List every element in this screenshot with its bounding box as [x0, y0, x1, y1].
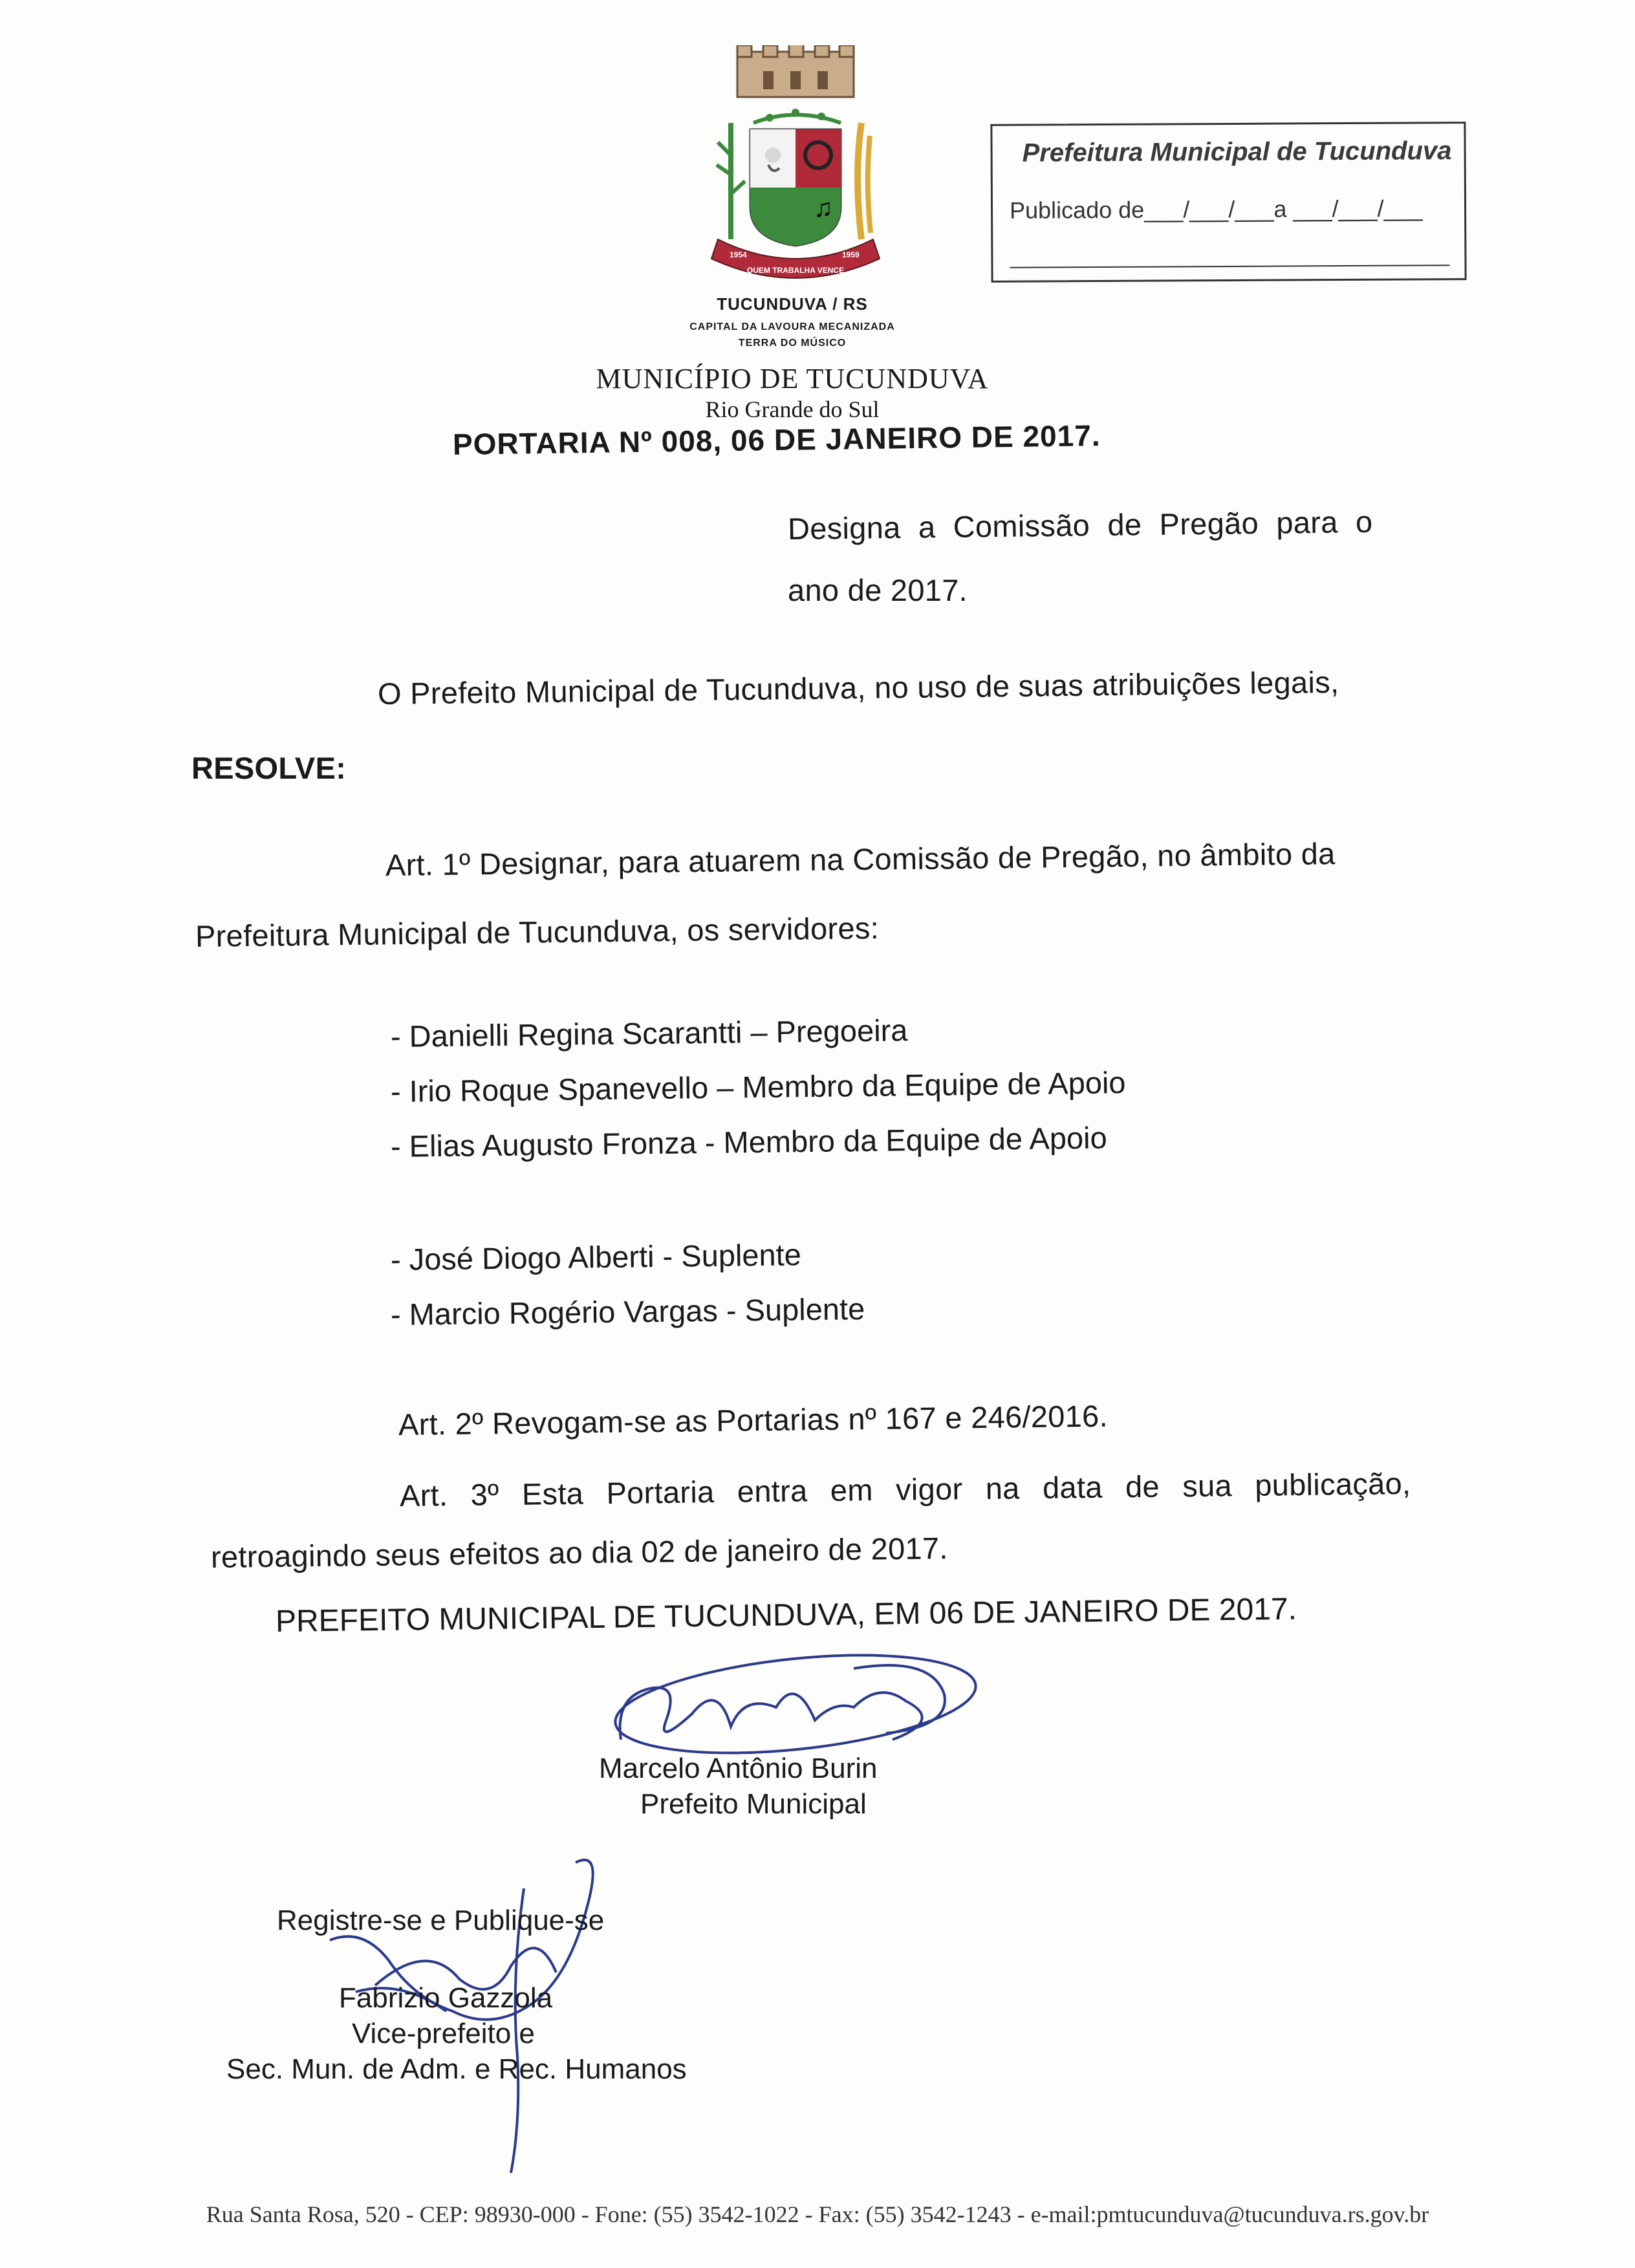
article-1-line-2: Prefeitura Municipal de Tucunduva, os servidores:	[195, 911, 880, 953]
member-list-item: - Elias Augusto Fronza - Membro da Equipe de Apoio	[390, 1120, 1107, 1163]
member-list-item: - José Diogo Alberti - Suplente	[390, 1237, 802, 1277]
article-2: Art. 2º Revogam-se as Portarias nº 167 e 246/2016.	[398, 1398, 1109, 1442]
crest-year-right: 1959	[842, 250, 860, 259]
footer-address: Rua Santa Rosa, 520 - CEP: 98930-000 - Fone: (55) 3542-1022 - Fax: (55) 3542-1243 - e-mail:pmtucunduva@tucunduva.rs.gov.br	[206, 2201, 1429, 2227]
crest-banner: QUEM TRABALHA VENCE	[746, 266, 845, 275]
vice-mayor-name: Fabrizio Gazzola	[339, 1982, 553, 2014]
article-3-line-1: Art. 3º Esta Portaria entra em vigor na data de sua publicação,	[399, 1465, 1411, 1513]
svg-text:♫: ♫	[814, 194, 833, 222]
vice-mayor-department: Sec. Mun. de Adm. e Rec. Humanos	[226, 2053, 687, 2085]
stamp-title: Prefeitura Municipal de Tucunduva	[1022, 136, 1452, 167]
crest-city-label: TUCUNDUVA / RS	[717, 294, 868, 314]
resolve-heading: RESOLVE:	[191, 751, 347, 785]
ementa-line-1: Designa a Comissão de Pregão para o	[787, 504, 1373, 546]
municipality-name: MUNICÍPIO DE TUCUNDUVA	[596, 363, 989, 394]
crest-motto-1: CAPITAL DA LAVOURA MECANIZADA	[689, 321, 895, 332]
article-3-line-2: retroagindo seus efeitos ao dia 02 de janeiro de 2017.	[210, 1531, 949, 1574]
preamble: O Prefeito Municipal de Tucunduva, no uso de suas atribuições legais,	[377, 664, 1339, 711]
municipal-coat-of-arms	[692, 45, 899, 297]
crest-motto-2: TERRA DO MÚSICO	[738, 338, 847, 349]
stamp-published-line: Publicado de___/___/___a ___/___/___	[1009, 195, 1423, 224]
member-list-item: - Marcio Rogério Vargas - Suplente	[390, 1291, 865, 1332]
mayor-title: Prefeito Municipal	[640, 1788, 867, 1820]
vice-mayor-title: Vice-prefeito e	[352, 2018, 535, 2049]
stamp-rule	[1010, 265, 1450, 268]
register-publish-line: Registre-se e Publique-se	[277, 1905, 605, 1936]
member-list-item: - Irio Roque Spanevello – Membro da Equipe de Apoio	[390, 1065, 1126, 1108]
article-1-line-1: Art. 1º Designar, para atuarem na Comissão de Pregão, no âmbito da	[385, 836, 1336, 882]
member-list-item: - Danielli Regina Scarantti – Pregoeira	[390, 1013, 908, 1053]
mayor-name: Marcelo Antônio Burin	[599, 1753, 878, 1784]
document-title: PORTARIA Nº 008, 06 DE JANEIRO DE 2017.	[452, 418, 1101, 461]
state-name: Rio Grande do Sul	[705, 396, 880, 422]
publication-stamp	[990, 122, 1466, 283]
closing-line: PREFEITO MUNICIPAL DE TUCUNDUVA, EM 06 DE JANEIRO DE 2017.	[275, 1592, 1297, 1639]
crest-year-left: 1954	[730, 250, 747, 259]
ementa-line-2: ano de 2017.	[788, 573, 968, 607]
